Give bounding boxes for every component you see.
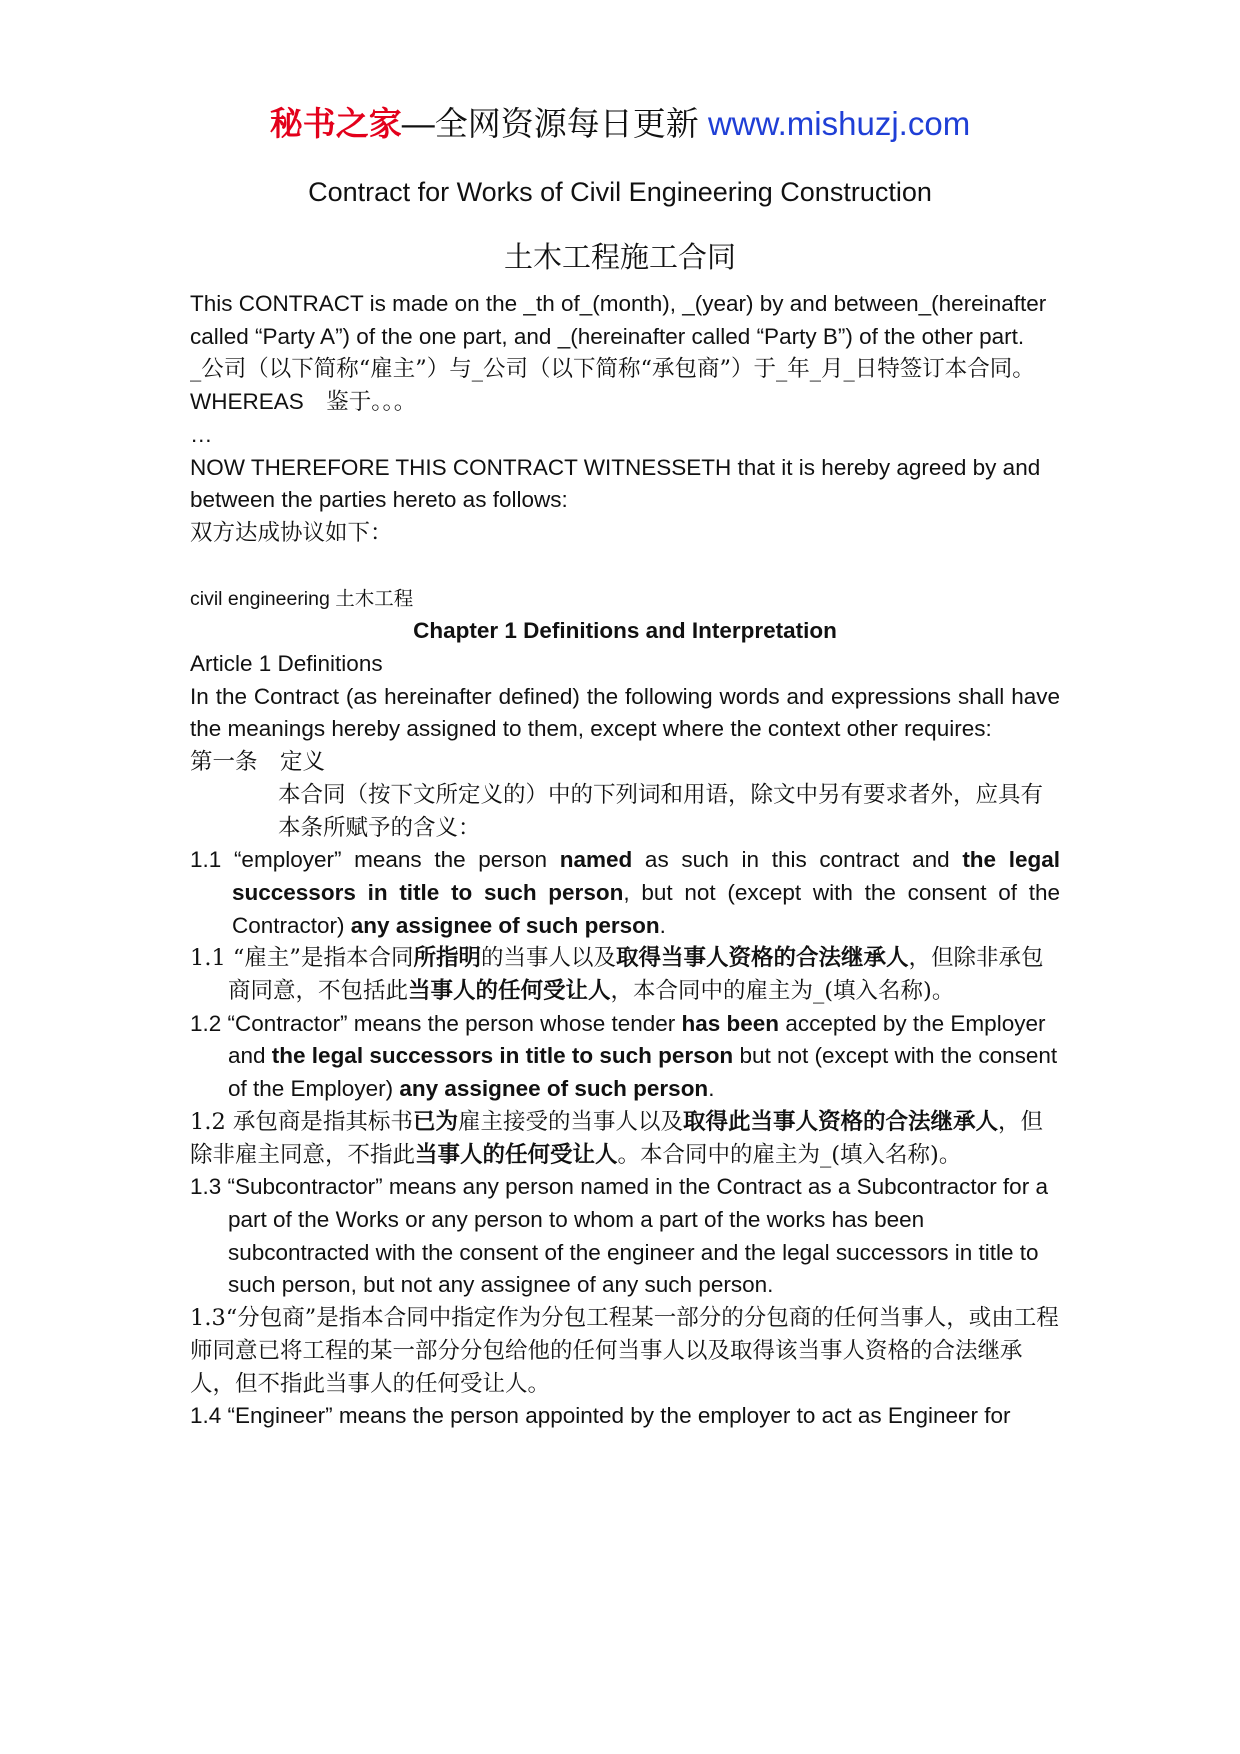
- banner-brand: 秘书之家: [269, 105, 402, 142]
- preamble-english: This CONTRACT is made on the _th of_(month), _(year) by and between_(hereinafter called “Party A”) of the one part, and _(hereinafter called “Party B”) of the other part.: [190, 291, 1047, 349]
- ellipsis-line: …: [190, 421, 213, 447]
- clause-1-4-english: 1.4 “Engineer” means the person appointed by the employer to act as Engineer for: [190, 1403, 1011, 1429]
- clause-text-bold: 所指明: [413, 945, 481, 972]
- article-title-chinese: 第一条 定义: [190, 749, 326, 776]
- clause-1-2-chinese: [190, 1106, 1060, 1171]
- clause-text-bold: 已为: [412, 1108, 458, 1135]
- clause-text: 1.2 承包商是指其标书: [190, 1108, 413, 1135]
- banner-slogan: —全网资源每日更新: [401, 105, 708, 142]
- now-therefore-paragraph: NOW THEREFORE THIS CONTRACT WITNESSETH that it is hereby agreed by and between the parties hereto as follows:: [190, 454, 1041, 513]
- clause-1-1-english: [190, 844, 1060, 942]
- article-title-english: Article 1 Definitions: [190, 651, 383, 677]
- clause-text-bold: any assignee of such person: [350, 912, 660, 938]
- clause-text-bold: 取得当事人资格的合法继承人: [615, 945, 909, 972]
- clause-text: as such in this contract and: [632, 847, 963, 873]
- clause-text: 1.2 “Contractor” means the person whose tender: [190, 1010, 682, 1036]
- clause-text: .: [659, 912, 666, 938]
- clause-text-bold: the legal successors in title to such person: [232, 847, 1060, 905]
- clause-text: ，本合同中的雇主为_(填入名称)。: [610, 978, 955, 1005]
- site-banner: [0, 100, 1240, 148]
- clause-text: 。本合同中的雇主为_(填入名称)。: [617, 1141, 962, 1168]
- clause-text-bold: the legal successors in title to such person: [271, 1043, 734, 1069]
- clause-1-3-english: 1.3 “Subcontractor” means any person named in the Contract as a Subcontractor for a part of the Works or any person to whom a part of the works has been subcontracted with the consent of the engineer and the legal successors in title to such person, but not any assignee of any such person.: [190, 1174, 1048, 1298]
- clause-1-1-chinese: [190, 942, 1060, 1007]
- clause-text-bold: 当事人的任何受让人: [408, 978, 611, 1005]
- clause-text-bold: 当事人的任何受让人: [415, 1141, 618, 1168]
- clause-text: accepted by the Employer and: [228, 1010, 1046, 1069]
- clause-text: 雇主接受的当事人以及: [457, 1108, 683, 1135]
- document-body: [190, 288, 1060, 1433]
- chapter-title: Chapter 1 Definitions and Interpretation: [413, 618, 837, 644]
- clause-text: .: [708, 1076, 715, 1102]
- document-title-chinese: 土木工程施工合同: [503, 240, 736, 274]
- term-note: civil engineering 土木工程: [190, 587, 414, 610]
- document-title-english: Contract for Works of Civil Engineering Construction: [308, 177, 932, 207]
- clause-text: ，但除非承包商同意，不包括此: [228, 945, 1044, 1005]
- clause-text-bold: any assignee of such person: [399, 1076, 709, 1102]
- agreed-chinese: 双方达成协议如下：: [190, 519, 393, 546]
- article-intro-english: In the Contract (as hereinafter defined) the following words and expressions shall have the meanings hereby assigned to them, except where the context other requires:: [190, 683, 1060, 742]
- clause-text: 1.1 “employer” means the person: [190, 847, 560, 873]
- clause-text: 1.1 “雇主”是指本合同: [190, 945, 414, 972]
- preamble-chinese: _公司（以下简称“雇主”）与_公司（以下简称“承包商”）于_年_月_日特签订本合同。: [190, 356, 1035, 383]
- clause-text-bold: named: [559, 847, 633, 873]
- clause-1-3-chinese: 1.3“分包商”是指本合同中指定作为分包工程某一部分的分包商的任何当事人，或由工程师同意已将工程的某一部分分包给他的任何当事人以及取得该当事人资格的合法继承人，但不指此当事人的任何受让人。: [190, 1305, 1059, 1397]
- clause-text-bold: has been: [681, 1010, 780, 1036]
- whereas-line: WHEREAS 鉴于。。。: [190, 389, 417, 415]
- blank-line: [190, 550, 1060, 583]
- clause-1-2-english: [190, 1008, 1060, 1106]
- banner-url-link[interactable]: www.mishuzj.com: [707, 105, 971, 142]
- clause-text: , but not (except with the consent of the Contractor): [232, 879, 1061, 938]
- clause-text: ，但除非雇主同意，不指此: [190, 1108, 1043, 1168]
- clause-text: 的当事人以及: [480, 945, 616, 972]
- clause-text-bold: 取得此当事人资格的合法继承人: [682, 1108, 998, 1135]
- article-intro-chinese: 本合同（按下文所定义的）中的下列词和用语，除文中另有要求者外，应具有本条所赋予的含义：: [278, 781, 1044, 841]
- clause-text: but not (except with the consent of the Employer): [228, 1043, 1058, 1102]
